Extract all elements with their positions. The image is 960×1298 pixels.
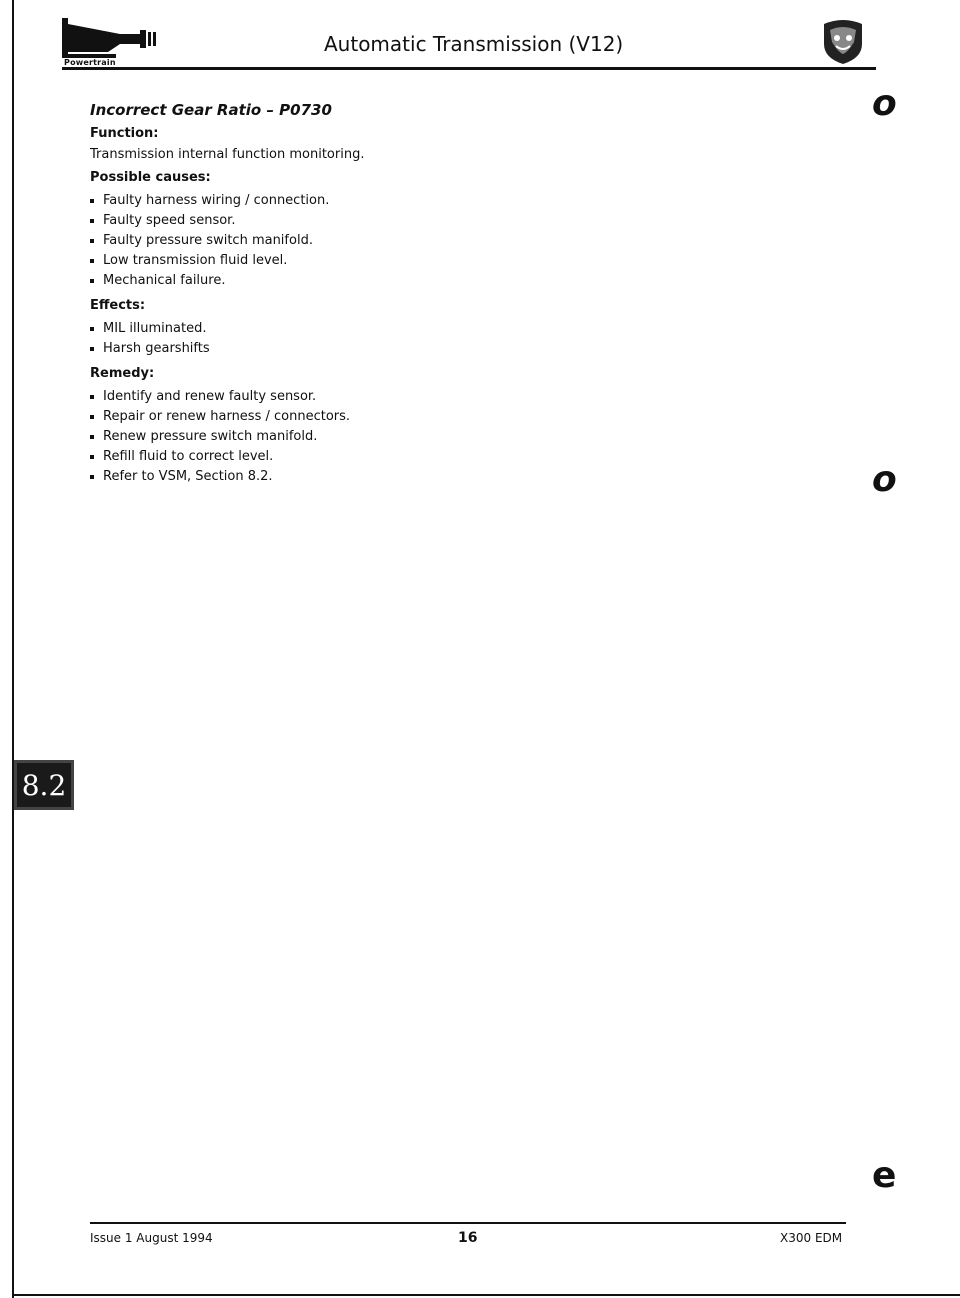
list-item-text: Low transmission fluid level. [103,253,288,268]
bullet-icon [90,415,94,419]
page-number: 16 [458,1230,478,1246]
list-item [90,387,790,407]
header-rule [62,67,876,70]
powertrain-logo-icon [62,18,158,60]
list-item-text: Identify and renew faulty sensor. [103,389,317,404]
list-item [90,407,790,427]
list-item [90,467,790,487]
list-item-text: Refill fluid to correct level. [103,449,274,464]
bullet-icon [90,395,94,399]
list-item [90,271,790,291]
list-item-text: Repair or renew harness / connectors. [103,409,351,424]
bullet-icon [90,259,94,263]
page-edge-bottom [12,1294,960,1296]
list-item [90,191,790,211]
bullet-icon [90,219,94,223]
bullet-icon [90,199,94,203]
footer-issue: Issue 1 August 1994 [90,1231,213,1245]
list-item-text: Renew pressure switch manifold. [103,429,318,444]
list-item [90,251,790,271]
list-item [90,211,790,231]
section-title: Incorrect Gear Ratio – P0730 [90,101,332,119]
bullet-icon [90,239,94,243]
function-label: Function: [90,126,159,141]
list-item-text: Faulty harness wiring / connection. [103,193,330,208]
list-item-text: MIL illuminated. [103,321,207,336]
jaguar-emblem-icon [818,18,868,66]
list-item-text: Harsh gearshifts [103,341,210,356]
list-item-text: Refer to VSM, Section 8.2. [103,469,273,484]
bullet-icon [90,347,94,351]
page-title: Automatic Transmission (V12) [324,32,624,56]
effects-list [90,319,790,359]
margin-mark-bottom: e [872,1155,897,1196]
remedy-label: Remedy: [90,366,155,381]
logo-label: Powertrain [64,58,116,67]
list-item [90,427,790,447]
remedy-list [90,387,790,487]
list-item-text: Faulty pressure switch manifold. [103,233,313,248]
bullet-icon [90,475,94,479]
list-item [90,339,790,359]
causes-list [90,191,790,291]
margin-mark-top: o [872,83,897,124]
effects-label: Effects: [90,298,146,313]
doc-code: X300 EDM [780,1231,843,1245]
list-item [90,447,790,467]
bullet-icon [90,435,94,439]
footer-rule [90,1222,846,1224]
page-edge-left [12,0,14,1298]
list-item-text: Mechanical failure. [103,273,226,288]
section-tab: 8.2 [14,760,74,810]
list-item [90,231,790,251]
bullet-icon [90,279,94,283]
bullet-icon [90,455,94,459]
bullet-icon [90,327,94,331]
list-item [90,319,790,339]
causes-label: Possible causes: [90,170,211,185]
list-item-text: Faulty speed sensor. [103,213,236,228]
fault-code-section [90,101,790,487]
function-text: Transmission internal function monitoring. [90,147,365,162]
page-header [62,18,874,70]
margin-mark-middle: o [872,459,897,500]
